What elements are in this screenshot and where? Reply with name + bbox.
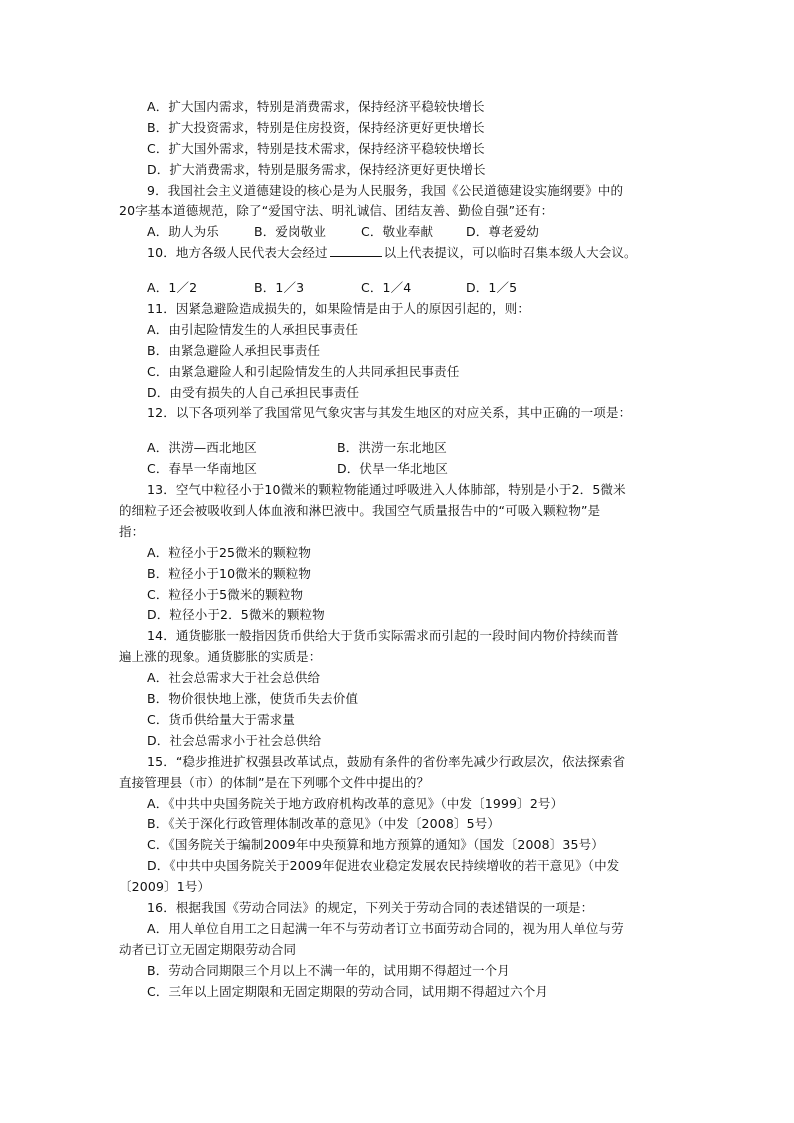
q14-option-c: C．货币供给量大于需求量	[147, 711, 296, 727]
q15-option-b: B．《关于深化行政管理体制改革的意见》（中发〔2008〕5号）	[147, 816, 500, 832]
q12-option-d: D．伏旱一华北地区	[337, 461, 448, 477]
q9-option-b: B．爱岗敬业	[254, 224, 326, 240]
q12-options-row2	[119, 459, 679, 480]
q13-option-c: C．粒径小于5微米的颗粒物	[147, 586, 304, 602]
q10-stem	[119, 243, 679, 264]
q12-stem: 12．以下各项列举了我国常见气象灾害与其发生地区的对应关系，其中正确的一项是：	[147, 405, 632, 421]
q14-option-d: D．社会总需求小于社会总供给	[147, 732, 322, 748]
q15-option-d-line1: D．《中共中央国务院关于2009年促进农业稳定发展农民持续增收的若干意见》（中发	[147, 858, 620, 874]
q13-stem-line2: 的细粒子还会被吸收到人体血液和淋巴液中。我国空气质量报告中的“可吸入颗粒物”是	[119, 503, 601, 519]
q16-option-a-line2: 动者已订立无固定期限劳动合同	[119, 941, 297, 957]
q12-option-c: C．春旱一华南地区	[147, 461, 258, 477]
answer-blank	[330, 245, 382, 257]
q14-stem-line1: 14．通货膨胀一般指因货币供给大于货币实际需求而引起的一段时间内物价持续而普	[147, 628, 619, 644]
q15-stem-line2: 直接管理县（市）的体制”是在下列哪个文件中提出的？	[119, 774, 430, 790]
q9-option-d: D．尊老爱幼	[466, 224, 540, 240]
q14-option-b: B．物价很快地上涨，使货币失去价值	[147, 691, 359, 707]
q10-stem-after: 以上代表提议，可以临时召集本级人大会议。	[383, 245, 637, 261]
q15-option-c: C．《国务院关于编制2009年中央预算和地方预算的通知》（国发〔2008〕35号）	[147, 837, 604, 853]
q13-option-a: A．粒径小于25微米的颗粒物	[147, 544, 312, 560]
q11-option-b: B．由紧急避险人承担民事责任	[147, 342, 321, 358]
q8-option-a: A．扩大国内需求，特别是消费需求，保持经济平稳较快增长	[147, 99, 485, 114]
q10-option-a: A．1／2	[147, 280, 198, 296]
q9-options	[119, 222, 679, 243]
q9-stem-line2: 20字基本道德规范，除了“爱国守法、明礼诚信、团结友善、勤俭自强”还有：	[119, 203, 554, 219]
q15-option-d-line2: 〔2009〕1号）	[119, 879, 211, 895]
spacer	[119, 424, 679, 438]
q11-option-a: A．由引起险情发生的人承担民事责任	[147, 321, 359, 337]
q13-option-b: B．粒径小于10微米的颗粒物	[147, 565, 312, 581]
q13-stem-line3: 指：	[119, 523, 145, 539]
q13-stem-line1: 13．空气中粒径小于10微米的颗粒物能通过呼吸进入人体肺部，特别是小于2．5微米	[147, 482, 626, 498]
q14-stem-line2: 遍上涨的现象。通货膨胀的实质是：	[119, 649, 322, 665]
q15-option-a: A．《中共中央国务院关于地方政府机构改革的意见》（中发〔1999〕2号）	[147, 795, 564, 811]
q8-option-c: C．扩大国外需求，特别是技术需求，保持经济平稳较快增长	[147, 140, 485, 156]
q16-option-b: B．劳动合同期限三个月以上不满一年的，试用期不得超过一个月	[147, 962, 510, 978]
q16-stem: 16．根据我国《劳动合同法》的规定，下列关于劳动合同的表述错误的一项是：	[147, 899, 594, 915]
q11-option-d: D．由受有损失的人自己承担民事责任	[147, 384, 360, 400]
q16-option-c: C．三年以上固定期限和无固定期限的劳动合同，试用期不得超过六个月	[147, 983, 549, 999]
q10-option-c: C．1／4	[361, 280, 412, 296]
q11-stem: 11．因紧急避险造成损失的，如果险情是由于人的原因引起的，则：	[147, 301, 531, 317]
q10-options	[119, 278, 679, 299]
q15-stem-line1: 15．“稳步推进扩权强县改革试点，鼓励有条件的省份率先减少行政层次，依法探索省	[147, 753, 626, 769]
q12-option-b: B．洪涝一东北地区	[337, 440, 447, 456]
q14-option-a: A．社会总需求大于社会总供给	[147, 670, 321, 686]
q9-option-c: C．敬业奉献	[361, 224, 434, 240]
q16-option-a-line1: A．用人单位自用工之日起满一年不与劳动者订立书面劳动合同的，视为用人单位与劳	[147, 920, 624, 936]
q11-option-c: C．由紧急避险人和引起险情发生的人共同承担民事责任	[147, 363, 460, 379]
q12-options-row1	[119, 438, 679, 459]
exam-questions	[119, 97, 679, 1002]
spacer	[119, 264, 679, 278]
q9-stem-line1: 9．我国社会主义道德建设的核心是为人民服务，我国《公民道德建设实施纲要》中的	[147, 182, 624, 198]
q10-option-b: B．1／3	[254, 280, 305, 296]
q10-option-d: D．1／5	[466, 280, 518, 296]
q13-option-d: D．粒径小于2．5微米的颗粒物	[147, 607, 325, 623]
q12-option-a: A．洪涝—西北地区	[147, 440, 257, 456]
q8-option-d: D．扩大消费需求，特别是服务需求，保持经济更好更快增长	[147, 161, 486, 177]
q9-option-a: A．助人为乐	[147, 224, 219, 240]
q8-option-b: B．扩大投资需求，特别是住房投资，保持经济更好更快增长	[147, 119, 485, 135]
q10-stem-before: 10．地方各级人民代表大会经过	[147, 245, 328, 261]
